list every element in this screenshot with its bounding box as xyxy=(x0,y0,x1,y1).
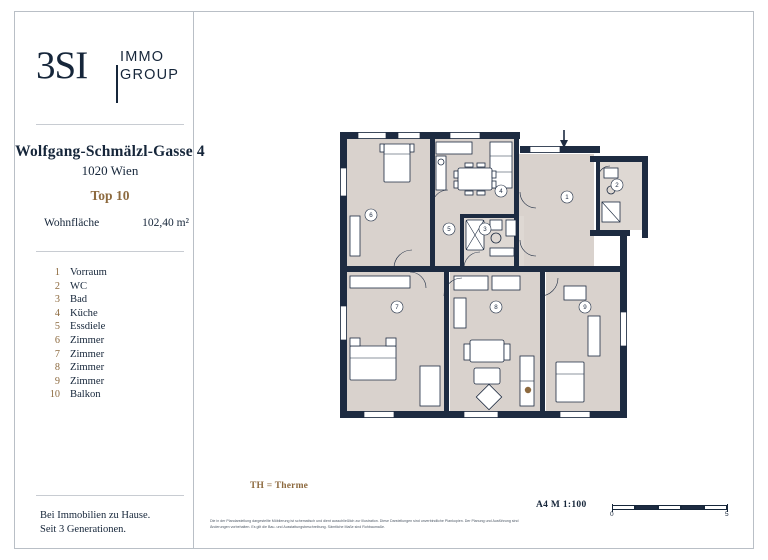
room-number-3: 3 xyxy=(483,226,487,234)
legend-number: 1 xyxy=(54,267,60,278)
brand-slogan-line2: Seit 3 Generationen. xyxy=(40,524,127,535)
room-number-8: 8 xyxy=(494,304,498,312)
room-legend xyxy=(44,267,184,403)
unit-label: Top 10 xyxy=(90,188,130,203)
legend-number: 5 xyxy=(54,321,60,333)
plan-disclaimer: Die in der Plandarstellung dargestellte Möblierung ist schematisch und dient ausschließlich zur Illustration. Diese Darstellungen sind unverbindliche Plankopien. Der Planung und Ausführung sind Änderungen vorbehalten. Es gilt die Bau- und Ausstattungsbeschreibung. Sämtliche Maße sind Rohbaumaße. xyxy=(210,519,519,529)
property-city: 1020 Wien xyxy=(81,163,139,178)
living-area-label: Wohnfläche xyxy=(44,217,100,229)
list-item xyxy=(44,267,184,281)
floorplan-drawing xyxy=(324,116,674,461)
list-item xyxy=(44,362,184,376)
list-item xyxy=(44,308,184,322)
legend-number: 6 xyxy=(54,334,60,346)
divider-bottom xyxy=(36,495,184,496)
list-item xyxy=(44,376,184,390)
room-number-6: 6 xyxy=(369,212,373,220)
entrance-arrow xyxy=(560,130,568,148)
logo-immo-text: IMMO xyxy=(120,49,165,65)
list-item xyxy=(44,281,184,295)
living-area-value: 102,40 m² xyxy=(142,217,189,229)
therme-note: TH = Therme xyxy=(250,481,309,491)
room-number-7: 7 xyxy=(395,304,399,312)
brand-slogan xyxy=(40,509,150,537)
legend-number: 7 xyxy=(54,348,60,360)
room-number-2: 2 xyxy=(615,182,619,190)
scale-min-label: 0 xyxy=(610,511,614,518)
list-item xyxy=(44,349,184,363)
legend-number: 3 xyxy=(54,294,60,306)
logo-group-text: GROUP xyxy=(120,67,180,83)
plan-panel xyxy=(194,11,754,549)
legend-label: Vorraum xyxy=(70,267,107,278)
scale-max-label: 5 xyxy=(725,511,729,518)
legend-label: Essdiele xyxy=(70,321,106,333)
legend-number: 2 xyxy=(54,280,60,292)
list-item xyxy=(44,321,184,335)
legend-label: Zimmer xyxy=(70,362,105,374)
info-panel xyxy=(14,11,205,549)
list-item xyxy=(44,294,184,308)
legend-number: 10 xyxy=(49,389,60,401)
legend-number: 8 xyxy=(54,362,60,374)
legend-label: WC xyxy=(70,280,88,292)
therme-marker xyxy=(525,387,531,393)
scale-label: A4 M 1:100 xyxy=(536,500,587,510)
divider-middle xyxy=(36,251,184,252)
logo-divider xyxy=(116,65,118,103)
legend-label: Zimmer xyxy=(70,334,105,346)
brand-logo xyxy=(36,43,181,99)
legend-label: Zimmer xyxy=(70,375,105,387)
logo-wordmark: 3SI xyxy=(36,44,88,87)
legend-label: Balkon xyxy=(70,389,101,401)
legend-label: Küche xyxy=(70,307,98,319)
room-number-5: 5 xyxy=(447,226,451,234)
room-number-9: 9 xyxy=(583,304,587,312)
legend-number: 4 xyxy=(54,307,60,319)
room-number-4: 4 xyxy=(499,188,503,196)
property-address: Wolfgang-Schmälzl-Gasse 4 xyxy=(15,143,205,160)
brand-slogan-line1: Bei Immobilien zu Hause. xyxy=(40,510,151,521)
legend-label: Zimmer xyxy=(70,348,105,360)
list-item xyxy=(44,389,184,403)
list-item xyxy=(44,335,184,349)
room-number-1: 1 xyxy=(565,194,569,202)
legend-label: Bad xyxy=(70,294,88,306)
divider-top xyxy=(36,124,184,125)
scale-bar xyxy=(610,505,729,518)
legend-number: 9 xyxy=(54,375,60,387)
